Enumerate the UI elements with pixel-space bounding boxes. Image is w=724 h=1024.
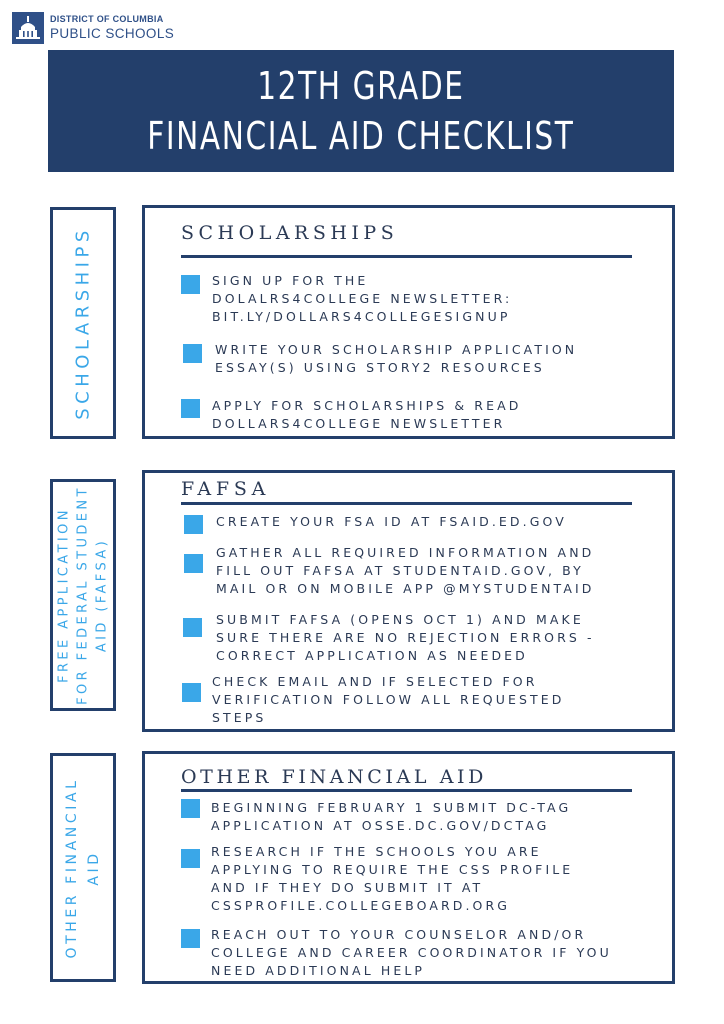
- logo-schools-text: PUBLIC SCHOOLS: [50, 26, 175, 42]
- item-text: SIGN UP FOR THE DOLALRS4COLLEGE NEWSLETTER: BIT.LY/DOLLARS4COLLEGESIGNUP: [212, 273, 513, 324]
- heading-underline: [181, 789, 632, 792]
- capitol-dome-icon: [12, 12, 44, 44]
- item-text: WRITE YOUR SCHOLARSHIP APPLICATION ESSAY(S) USING STORY2 RESOURCES: [215, 342, 578, 375]
- heading-underline: [181, 255, 632, 258]
- checkbox[interactable]: [181, 849, 200, 868]
- section-heading: FAFSA: [181, 478, 271, 500]
- side-label-line: AID (FAFSA): [94, 537, 110, 653]
- item-text: CREATE YOUR FSA ID AT FSAID.ED.GOV: [216, 514, 567, 529]
- checkbox[interactable]: [184, 515, 203, 534]
- side-label-line: FOR FEDERAL STUDENT: [75, 485, 91, 705]
- item-text: BEGINNING FEBRUARY 1 SUBMIT DC-TAG APPLICATION AT OSSE.DC.GOV/DCTAG: [211, 800, 572, 833]
- section-heading: SCHOLARSHIPS: [181, 222, 399, 244]
- item-text: GATHER ALL REQUIRED INFORMATION AND FILL OUT FAFSA AT STUDENTAID.GOV, BY MAIL OR ON MOBILE APP @MYSTUDENTAID: [216, 545, 595, 596]
- item-text: SUBMIT FAFSA (OPENS OCT 1) AND MAKE SURE THERE ARE NO REJECTION ERRORS - CORRECT APPLICATION AS NEEDED: [216, 612, 595, 663]
- side-label-line: FREE APPLICATION: [56, 507, 72, 683]
- title-banner: [48, 50, 674, 172]
- dcps-logo: [12, 12, 174, 44]
- section-other-financial-aid: [142, 751, 675, 984]
- logo-district-text: DISTRICT OF COLUMBIA: [50, 14, 164, 25]
- checkbox[interactable]: [181, 929, 200, 948]
- item-text: CHECK EMAIL AND IF SELECTED FOR VERIFICATION FOLLOW ALL REQUESTED STEPS: [212, 674, 565, 725]
- checkbox[interactable]: [181, 799, 200, 818]
- item-text: REACH OUT TO YOUR COUNSELOR AND/OR COLLEGE AND CAREER COORDINATOR IF YOU NEED ADDITIONAL HELP: [211, 927, 612, 978]
- section-fafsa: [142, 470, 675, 732]
- checkbox[interactable]: [182, 683, 201, 702]
- side-label-line: SCHOLARSHIPS: [72, 226, 94, 420]
- section-heading: OTHER FINANCIAL AID: [181, 766, 487, 788]
- heading-underline: [181, 502, 632, 505]
- checkbox[interactable]: [183, 344, 202, 363]
- checkbox[interactable]: [183, 618, 202, 637]
- title-checklist: FINANCIAL AID CHECKLIST: [147, 114, 575, 158]
- item-text: APPLY FOR SCHOLARSHIPS & READ DOLLARS4COLLEGE NEWSLETTER: [212, 398, 522, 431]
- side-label-line: AID: [86, 849, 102, 886]
- side-label-other-financial-aid: [50, 753, 116, 982]
- checkbox[interactable]: [181, 399, 200, 418]
- side-label-line: OTHER FINANCIAL: [64, 776, 80, 959]
- side-label-fafsa: [50, 479, 116, 711]
- section-scholarships: [142, 205, 675, 439]
- checkbox[interactable]: [184, 554, 203, 573]
- title-grade: 12TH GRADE: [257, 64, 465, 108]
- side-label-scholarships: [50, 207, 116, 439]
- item-text: RESEARCH IF THE SCHOOLS YOU ARE APPLYING TO REQUIRE THE CSS PROFILE AND IF THEY DO SUBMIT IT AT CSSPROFILE.COLLEGEBOARD.ORG: [211, 844, 574, 913]
- checkbox[interactable]: [181, 275, 200, 294]
